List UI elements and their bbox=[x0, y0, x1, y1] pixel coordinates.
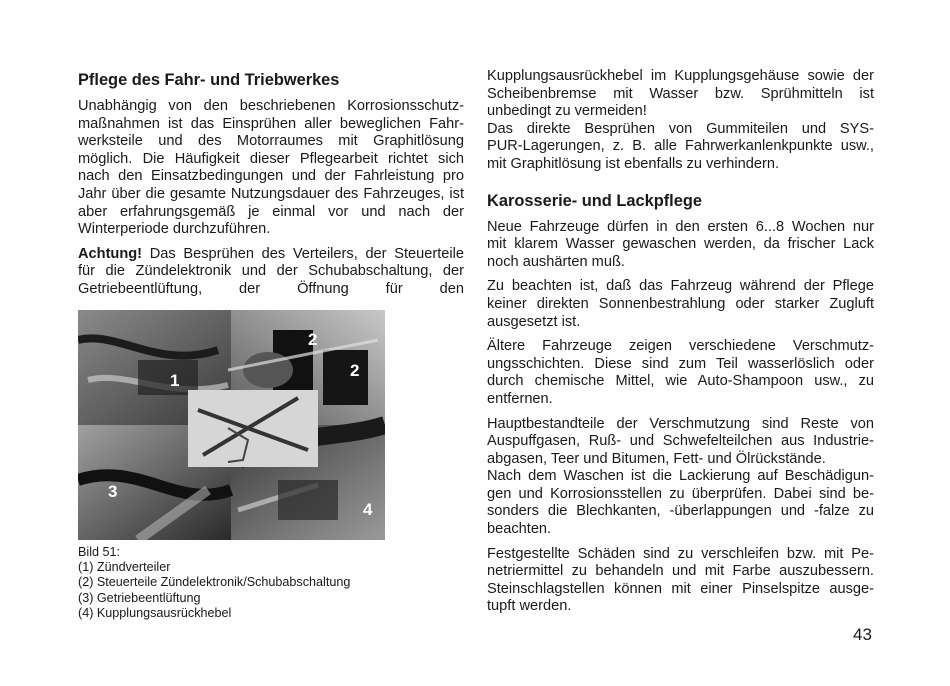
text-line: Steinschlagstellen können mit einer Pinselspitze ausge- bbox=[487, 580, 874, 597]
text-line: möglich. Die Häufigkeit dieser Pflegearbeit richtet sich bbox=[78, 150, 464, 167]
paragraph-sun-draft bbox=[487, 278, 874, 331]
caption-title: Bild 51: bbox=[78, 545, 121, 559]
warning-label: Achtung! bbox=[78, 245, 143, 262]
page-number: 43 bbox=[853, 625, 872, 644]
text-line: mit klarem Wasser gewaschen werden, da frischer Lack bbox=[487, 236, 874, 253]
left-column bbox=[78, 70, 464, 299]
right-column bbox=[487, 68, 874, 616]
marker-1: 1 bbox=[170, 371, 180, 390]
caption-item: (1) Zündverteiler bbox=[78, 560, 171, 575]
text-line: Zu beachten ist, daß das Fahrzeug während der Pflege bbox=[487, 278, 874, 295]
text-line: Neue Fahrzeuge dürfen in den ersten 6...8 Wochen nur bbox=[487, 218, 874, 235]
section-heading-karosserie: Karosserie- und Lackpflege bbox=[487, 191, 702, 210]
text-line: mit Graphitlösung ist ebenfalls zu verhindern. bbox=[487, 155, 780, 172]
text-line: beachten. bbox=[487, 521, 552, 538]
text-line: Ältere Fahrzeuge zeigen verschiedene Verschmutz- bbox=[487, 338, 874, 355]
text-line: Jahr über die gesamte Nutzungsdauer des Fahrzeuges, ist bbox=[78, 185, 464, 202]
text-line: Getriebeentlüftung, der Öffnung für den bbox=[78, 280, 464, 297]
text-line: netriermittel zu behandeln und mit Farbe auszubessern. bbox=[487, 563, 874, 580]
caption-item: (3) Getriebeentlüftung bbox=[78, 590, 201, 605]
text-line: nach den Einsatzbedingungen und der Fahrleistung pro bbox=[78, 168, 464, 185]
paragraph-fahrwerk-intro bbox=[78, 98, 464, 239]
figure-caption bbox=[78, 545, 398, 621]
text-line: Festgestellte Schäden sind zu verschleifen bzw. mit Pe- bbox=[487, 545, 874, 562]
text-line: Hauptbestandteile der Verschmutzung sind Reste von bbox=[487, 415, 874, 432]
text-line: keiner direkten Sonnenbestrahlung oder starker Zugluft bbox=[487, 295, 874, 312]
text-line: noch aushärten muß. bbox=[487, 253, 625, 270]
text-line: aber erfahrungsgemäß je einmal vor und nach der bbox=[78, 203, 464, 220]
caption-item: (2) Steuerteile Zündelektronik/Schubabschaltung bbox=[78, 575, 351, 590]
text-line: Das direkte Besprühen von Gummiteilen und SYS- bbox=[487, 120, 874, 137]
text-line: tupft werden. bbox=[487, 598, 572, 615]
marker-2b: 2 bbox=[350, 361, 360, 380]
text-line: gen und Korrosionsstellen zu überprüfen. Dabei sind be- bbox=[487, 485, 874, 502]
text-line: Kupplungsausrückhebel im Kupplungsgehäuse sowie der bbox=[487, 68, 874, 84]
text-line: sonders die Blechkanten, -überlappungen und -falze zu bbox=[487, 503, 874, 520]
marker-2a: 2 bbox=[308, 330, 318, 349]
text-line: durch chemische Mittel, wie Auto-Shampoon usw., zu bbox=[487, 373, 874, 390]
marker-3: 3 bbox=[108, 482, 118, 501]
paragraph-dirt-components bbox=[487, 416, 874, 539]
text-line: werksteile und des Motorraumes mit Graphitlösung bbox=[78, 133, 464, 150]
text-line: Winterperiode durchzuführen. bbox=[78, 221, 271, 238]
text-line: Nach dem Waschen ist die Lackierung auf Beschädigun- bbox=[487, 468, 874, 485]
engine-bay-photo bbox=[78, 310, 385, 540]
engine-photo-illustration bbox=[78, 310, 385, 540]
warning-text: Das Besprühen des Verteilers, der Steuerteile bbox=[142, 245, 464, 262]
paragraph-older-vehicles bbox=[487, 338, 874, 408]
text-line: abgasen, Teer und Bitumen, Fett- und Ölrückstände. bbox=[487, 450, 826, 467]
text-line: Auspuffgasen, Ruß- und Schwefelteilchen aus Industrie- bbox=[487, 433, 874, 450]
text-line bbox=[78, 246, 464, 264]
paragraph-continuation bbox=[487, 68, 874, 174]
text-line: unbedingt zu vermeiden! bbox=[487, 103, 647, 120]
text-line: Scheibenbremse mit Wasser bzw. Sprühmitteln ist bbox=[487, 85, 874, 102]
text-line: PUR-Lagerungen, z. B. alle Fahrwerkanlenkpunkte usw., bbox=[487, 138, 874, 155]
paragraph-damage-repair bbox=[487, 546, 874, 616]
text-line: entfernen. bbox=[487, 390, 553, 407]
text-line: maßnahmen ist das Einsprühen aller beweglichen Fahr- bbox=[78, 115, 464, 132]
text-line: ausgesetzt ist. bbox=[487, 313, 581, 330]
paragraph-warning bbox=[78, 246, 464, 299]
marker-4: 4 bbox=[363, 500, 373, 519]
text-line: für die Zündelektronik und der Schubabschaltung, der bbox=[78, 263, 464, 280]
paragraph-new-vehicles bbox=[487, 219, 874, 272]
section-heading-fahrwerk: Pflege des Fahr- und Triebwerkes bbox=[78, 71, 340, 89]
text-line: Unabhängig von den beschriebenen Korrosionsschutz- bbox=[78, 98, 464, 114]
text-line: ungsschichten. Diese sind zum Teil wasserlöslich oder bbox=[487, 355, 874, 372]
caption-item: (4) Kupplungsausrückhebel bbox=[78, 605, 232, 620]
